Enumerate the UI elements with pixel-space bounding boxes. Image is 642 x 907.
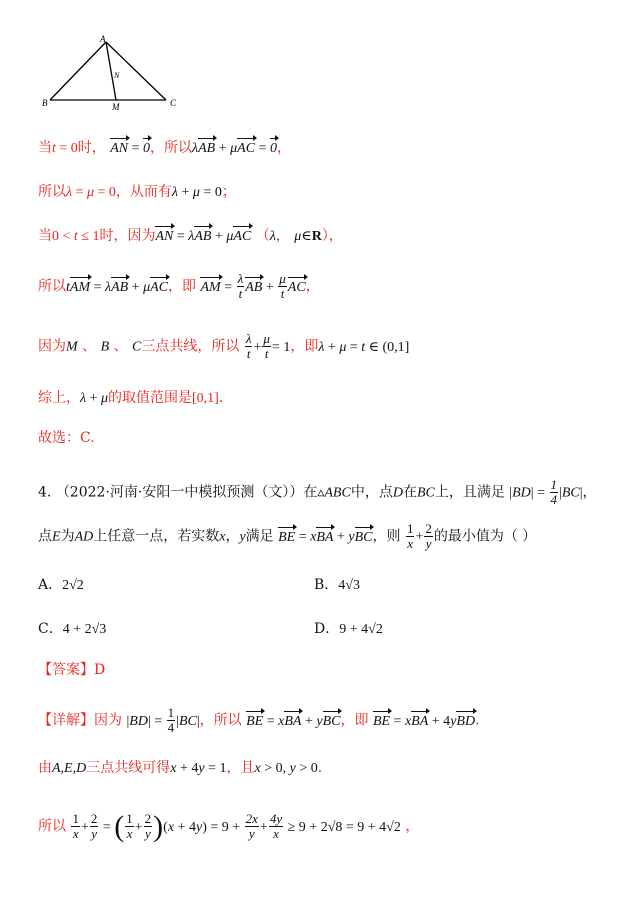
label-m: M [112, 102, 120, 112]
question-line-1: 4. （2022·河南·安阳一中模拟预测（文））在▵ABC中，点D在BC上，且满足 |BD| = $\frac{1}{4}$ |BC|， [38, 477, 597, 507]
detail-line-1: 【详解】因为 |BD| = $\frac{1}{4}$ |BC|，所以 BE = xBA + yBC，即 BE = xBA + 4yBD. [38, 705, 480, 735]
label-a: A [100, 34, 106, 44]
label-b: B [42, 98, 48, 108]
solution-case-t0: 当t = 0时， AN = 0，所以λAB + μAC = 0， [38, 138, 291, 159]
label-n: N [114, 71, 120, 80]
question-line-2: 点E为AD上任意一点，若实数x，y满足 BE = xBA + yBC，则 $\frac{1}{x}$ + $\frac{2}{y}$ 的最小值为（ ） [38, 521, 537, 551]
solution-line-6: 综上，λ + μ的取值范围是[0,1]. [38, 390, 224, 406]
option-d[interactable]: D．9 + 4√2 [314, 621, 383, 637]
option-b[interactable]: B．4√3 [314, 577, 360, 593]
triangle-figure [40, 34, 190, 114]
solution-line-2: 所以λ = μ = 0，从而有λ + μ = 0； [38, 184, 236, 200]
detail-line-2: 由A,E,D三点共线可得x + 4y = 1，且x > 0, y > 0. [38, 760, 323, 776]
option-a[interactable]: A．2√2 [38, 577, 84, 593]
detail-line-3: 所以 $\frac{1}{x}$ + $\frac{2}{y}$ = ( $\frac{1}{x}$ + $\frac{2}{y}$ )(x + 4y) = 9 + $\frac{2x}{y}$ + $\frac{4y}{x}$ ≥ 9 + 2√8 = 9 + 4√2 ， [38, 809, 420, 843]
label-c: C [170, 98, 177, 108]
solution-line-5: 因为M 、 B 、 C三点共线，所以 $\frac{\lambda}{t}$ + $\frac{\mu}{t}$ = 1，即λ + μ = t ∈ (0,1] [38, 331, 410, 361]
solution-line-3: 当0 < t ≤ 1时，因为AN = λAB + μAC （λ， μ∈R）， [38, 226, 343, 247]
solution-choice: 故选：C. [38, 430, 95, 446]
solution-line-4: 所以tAM = λAB + μAC，即 AM = $\frac{\lambda}{t}$ AB + $\frac{\mu}{t}$ AC， [38, 271, 320, 301]
answer: 【答案】D [38, 662, 106, 678]
option-c[interactable]: C．4 + 2√3 [38, 621, 107, 637]
